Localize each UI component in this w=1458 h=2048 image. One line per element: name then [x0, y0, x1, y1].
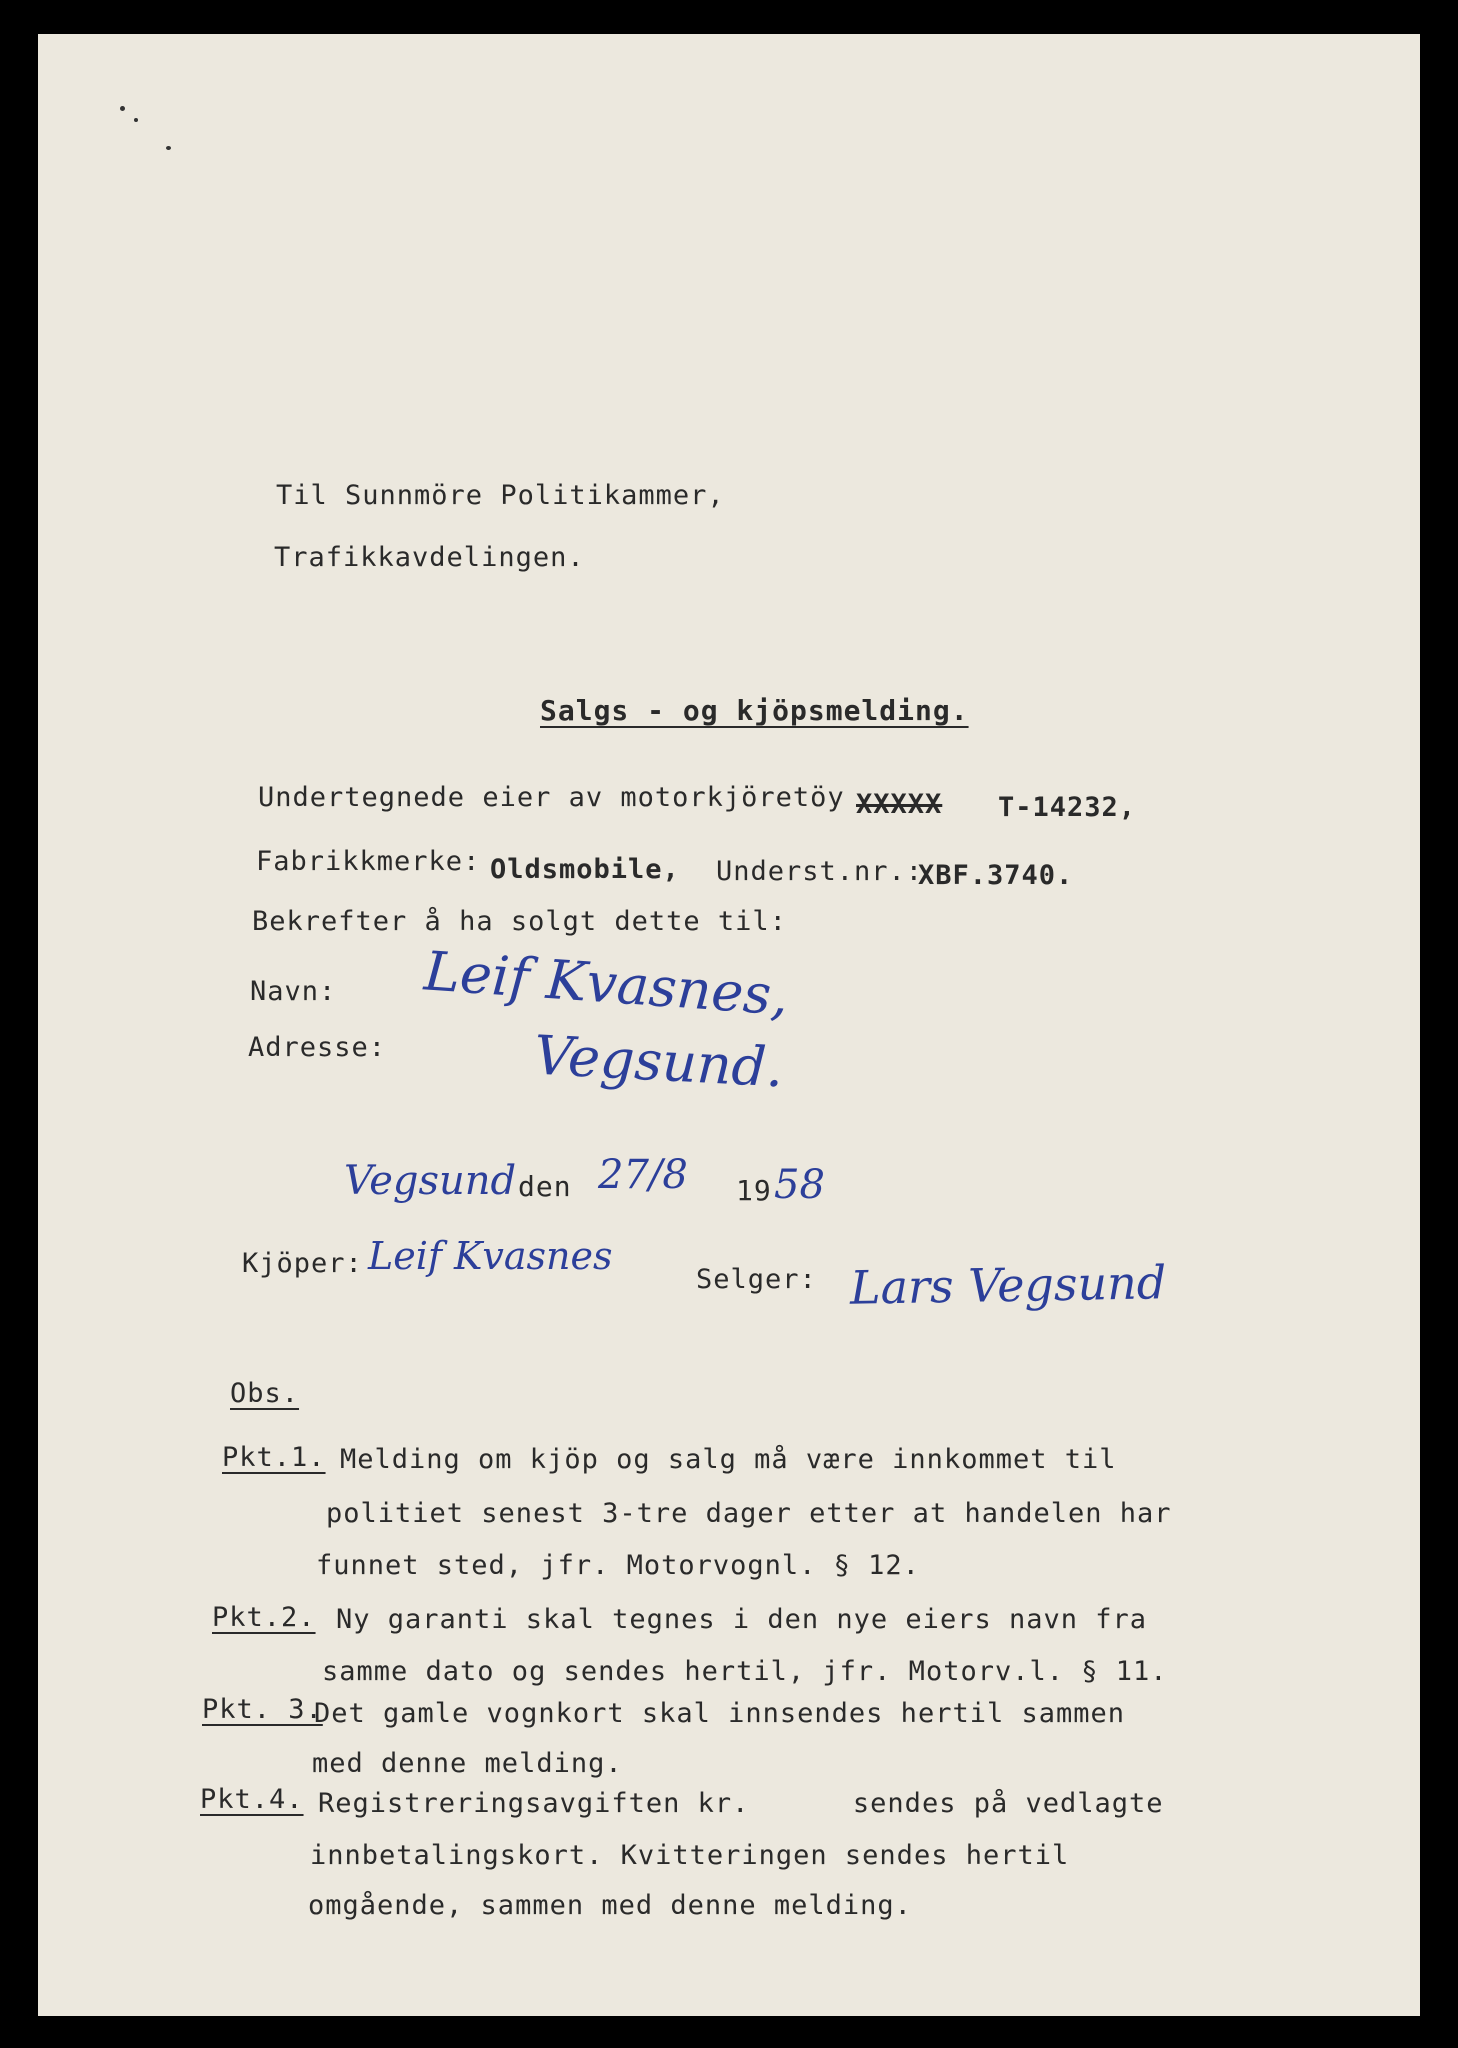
- year-prefix: 19: [736, 1174, 772, 1207]
- note-1-line-3: funnet sted, jfr. Motorvognl. § 12.: [316, 1550, 920, 1581]
- ink-speck: [134, 118, 138, 122]
- recipient-line-1: Til Sunnmöre Politikammer,: [276, 480, 725, 511]
- note-1-line-2: politiet senest 3-tre dager etter at handelen har: [326, 1498, 1172, 1529]
- chassis-value: XBF.3740.: [918, 860, 1074, 891]
- year-handwritten: 58: [774, 1162, 825, 1208]
- note-3-line-1: Det gamle vognkort skal innsendes hertil sammen: [314, 1698, 1126, 1729]
- confirm-text: Bekrefter å ha solgt dette til:: [252, 906, 787, 937]
- buyer-address-handwritten: Vegsund.: [532, 1023, 786, 1100]
- obs-heading: Obs.: [230, 1378, 300, 1409]
- note-3-label: Pkt. 3.: [202, 1694, 323, 1725]
- ink-speck: [166, 146, 171, 150]
- make-label: Fabrikkmerke:: [256, 846, 481, 877]
- date-place-handwritten: Vegsund: [344, 1158, 517, 1204]
- date-handwritten: 27/8: [598, 1152, 688, 1198]
- ink-speck: [120, 106, 125, 111]
- note-3-line-2: med denne melding.: [312, 1748, 623, 1779]
- chassis-label: Underst.nr.:: [716, 856, 924, 887]
- note-1-line-1: Melding om kjöp og salg må være innkommet til: [340, 1444, 1117, 1475]
- document-page: [38, 34, 1420, 2016]
- note-4-line-2: innbetalingskort. Kvitteringen sendes hertil: [310, 1840, 1070, 1871]
- buyer-signature-label: Kjöper:: [242, 1248, 363, 1279]
- struck-text: XXXXX: [856, 789, 943, 820]
- note-4-label: Pkt.4.: [200, 1784, 304, 1815]
- seller-signature-label: Selger:: [696, 1264, 817, 1295]
- buyer-signature: Leif Kvasnes: [368, 1234, 613, 1278]
- vehicle-intro: Undertegnede eier av motorkjöretöy: [258, 782, 845, 813]
- note-2-line-2: samme dato og sendes hertil, jfr. Motorv.l. § 11.: [322, 1656, 1168, 1687]
- seller-signature: Lars Vegsund: [849, 1255, 1167, 1315]
- name-label: Navn:: [250, 976, 337, 1007]
- address-label: Adresse:: [248, 1032, 387, 1063]
- date-den: den: [518, 1170, 572, 1203]
- make-value: Oldsmobile,: [490, 854, 680, 885]
- note-4-line-3: omgående, sammen med denne melding.: [308, 1890, 912, 1921]
- note-2-label: Pkt.2.: [212, 1602, 316, 1633]
- registration-number: T-14232,: [998, 792, 1137, 823]
- buyer-name-handwritten: Leif Kvasnes,: [422, 939, 791, 1028]
- recipient-line-2: Trafikkavdelingen.: [274, 542, 585, 573]
- page-title: Salgs - og kjöpsmelding.: [540, 694, 969, 727]
- note-4-line-1: Registreringsavgiften kr. sendes på vedlagte: [318, 1788, 1164, 1819]
- note-2-line-1: Ny garanti skal tegnes i den nye eiers navn fra: [336, 1604, 1148, 1635]
- note-1-label: Pkt.1.: [222, 1442, 326, 1473]
